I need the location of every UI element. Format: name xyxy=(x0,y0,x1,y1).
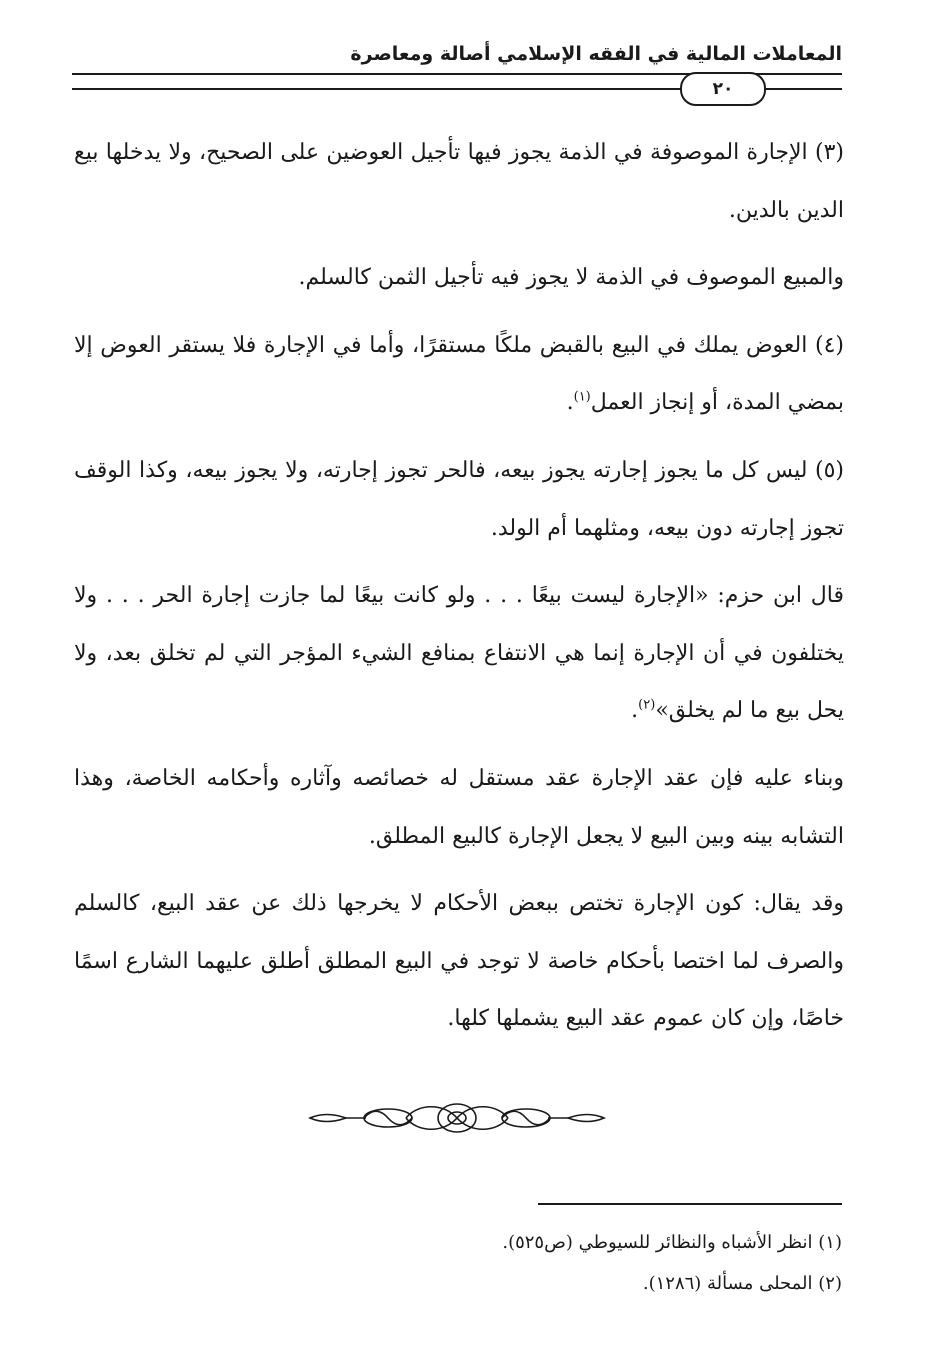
footnote-2: (٢) المحلى مسألة (١٢٨٦). xyxy=(642,1273,842,1294)
decorative-divider-icon xyxy=(306,1098,608,1138)
paragraph-2: والمبيع الموصوف في الذمة لا يجوز فيه تأجيل الثمن كالسلم. xyxy=(298,265,844,291)
footnote-separator xyxy=(538,1203,842,1205)
paragraph-3: (٤) العوض يملك في البيع بالقبض ملكًا مستقرًا، وأما في الإجارة فلا يستقر العوض إلا بمضي المدة، أو إنجاز العمل$^{(١)}$. xyxy=(74,332,844,416)
footnote-ref-1: (١) xyxy=(573,390,591,406)
running-header-title: المعاملات المالية في الفقه الإسلامي أصالة ومعاصرة xyxy=(350,43,842,65)
footnote-1: (١) انظر الأشباه والنظائر للسيوطي (ص٥٢٥). xyxy=(502,1232,842,1253)
page-number-badge: ٢٠ xyxy=(680,72,766,106)
paragraph-7: وقد يقال: كون الإجارة تختص ببعض الأحكام لا يخرجها ذلك عن عقد البيع، كالسلم والصرف لما اختصا بأحكام خاصة لا توجد في البيع المطلق أطلق عليهما الشارع اسمًا خاصًا، وإن كان عموم عقد البيع يشملها كلها. xyxy=(74,891,844,1032)
paragraph-5: قال ابن حزم: «الإجارة ليست بيعًا . . . ولو كانت بيعًا لما جازت إجارة الحر . . . ولا يختلفون في أن الإجارة إنما هي الانتفاع بمنافع الشيء المؤجر التي لم تخلق بعد، ولا يحل بيع ما لم يخلق»$^{(٢)}$. xyxy=(74,583,844,724)
main-text xyxy=(74,124,844,1058)
footnotes xyxy=(400,1222,842,1304)
paragraph-1: (٣) الإجارة الموصوفة في الذمة يجوز فيها تأجيل العوضين على الصحيح، ولا يدخلها بيع الدين بالدين. xyxy=(74,140,844,223)
paragraph-4: (٥) ليس كل ما يجوز إجارته يجوز بيعه، فالحر تجوز إجارته، ولا يجوز بيعه، وكذا الوقف تجوز إجارته دون بيعه، ومثلهما أم الولد. xyxy=(74,457,844,541)
paragraph-3-text: (٤) العوض يملك في البيع بالقبض ملكًا مستقرًا، وأما في الإجارة فلا يستقر العوض إلا بمضي المدة، أو إنجاز العمل xyxy=(74,332,844,416)
footnote-ref-2: (٢) xyxy=(638,698,656,714)
paragraph-6: وبناء عليه فإن عقد الإجارة عقد مستقل له خصائصه وآثاره وأحكامه الخاصة، وهذا التشابه بينه وبين البيع لا يجعل الإجارة كالبيع المطلق. xyxy=(74,765,844,849)
paragraph-5-text: قال ابن حزم: «الإجارة ليست بيعًا . . . ولو كانت بيعًا لما جازت إجارة الحر . . . ولا يختلفون في أن الإجارة إنما هي الانتفاع بمنافع الشيء المؤجر التي لم تخلق بعد، ولا يحل بيع ما لم يخلق» xyxy=(74,583,844,724)
